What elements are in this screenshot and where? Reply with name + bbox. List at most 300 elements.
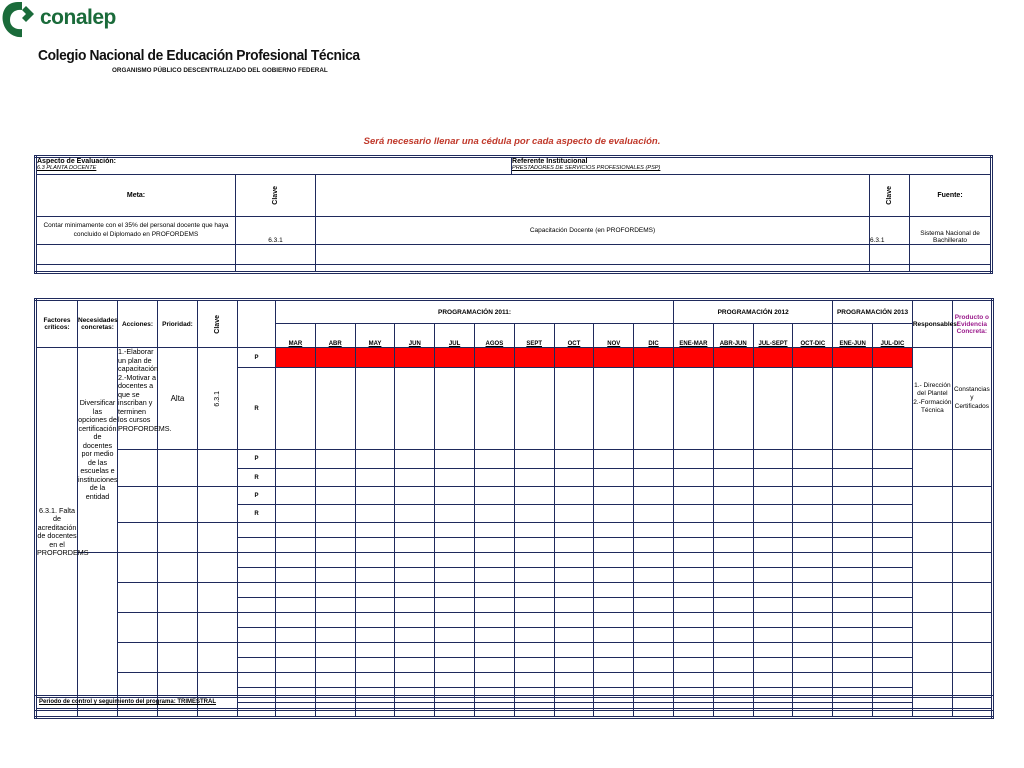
- schedule-cell: [435, 658, 475, 673]
- month-header: DIC: [634, 324, 674, 348]
- necesidades-header: Necesidades concretas:: [78, 300, 118, 348]
- blank-cell: [36, 245, 236, 265]
- schedule-cell: [315, 368, 355, 450]
- schedule-cell: [873, 583, 913, 598]
- schedule-cell: [355, 487, 395, 505]
- blank-cell: [316, 245, 870, 265]
- factor-text: 6.3.1. Falta de acreditación de docentes en el PROFORDEMS: [36, 348, 78, 718]
- logo-wordmark: conalep: [40, 6, 116, 29]
- schedule-cell: [793, 628, 833, 643]
- schedule-cell: [674, 598, 714, 613]
- schedule-cell: [238, 643, 276, 658]
- schedule-cell: [594, 368, 634, 450]
- instruction-notice: Será necesario llenar una cédula por cada aspecto de evaluación.: [363, 136, 661, 147]
- blank-cell: [158, 613, 198, 643]
- schedule-cell: [395, 368, 435, 450]
- aspect-table: [34, 155, 993, 274]
- schedule-cell: [474, 523, 514, 538]
- schedule-cell: [753, 538, 793, 553]
- accion-empty: [118, 487, 158, 523]
- schedule-cell: [674, 553, 714, 568]
- schedule-cell: [753, 348, 793, 368]
- schedule-cell: [753, 673, 793, 688]
- schedule-cell: [474, 613, 514, 628]
- schedule-cell: [435, 450, 475, 469]
- schedule-cell: [315, 673, 355, 688]
- schedule-cell: [514, 553, 554, 568]
- schedule-cell: [713, 348, 753, 368]
- schedule-cell: [238, 583, 276, 598]
- schedule-cell: [873, 450, 913, 469]
- clave-header: Clave: [198, 300, 238, 348]
- aspecto-label: Aspecto de Evaluación:: [37, 158, 116, 165]
- schedule-cell: [276, 523, 316, 538]
- schedule-cell: [674, 487, 714, 505]
- month-header: JUN: [395, 324, 435, 348]
- schedule-cell: [634, 523, 674, 538]
- schedule-cell: [355, 450, 395, 469]
- blank-cell: [118, 613, 158, 643]
- meta-label: Meta:: [36, 175, 236, 217]
- fuente-label: Fuente:: [910, 175, 992, 217]
- schedule-cell: [474, 568, 514, 583]
- schedule-cell: [435, 553, 475, 568]
- factores-header: Factores críticos:: [36, 300, 78, 348]
- blank-cell: [118, 553, 158, 583]
- referente-label: Referente Institucional: [512, 158, 588, 165]
- schedule-cell: [873, 643, 913, 658]
- schedule-cell: [873, 673, 913, 688]
- blank-cell: [118, 583, 158, 613]
- schedule-cell: [474, 628, 514, 643]
- schedule-cell: [355, 598, 395, 613]
- schedule-cell: [435, 469, 475, 487]
- schedule-cell: [793, 487, 833, 505]
- prioridad-empty: [158, 487, 198, 523]
- blank-cell: [236, 245, 316, 265]
- schedule-cell: [634, 598, 674, 613]
- blank-cell: [198, 583, 238, 613]
- schedule-cell: [833, 658, 873, 673]
- schedule-cell: [514, 613, 554, 628]
- schedule-cell: [554, 598, 594, 613]
- schedule-cell: [554, 628, 594, 643]
- schedule-cell: [514, 673, 554, 688]
- blank-cell: [118, 523, 158, 553]
- schedule-cell: [713, 583, 753, 598]
- schedule-cell: [873, 598, 913, 613]
- schedule-cell: [634, 643, 674, 658]
- schedule-cell: [554, 450, 594, 469]
- meta-text: Contar minimamente con el 35% del personal docente que haya concluido el Diplomado en PROFORDEMS: [36, 217, 236, 245]
- blank-cell: [912, 643, 952, 673]
- schedule-cell: [873, 469, 913, 487]
- schedule-cell: [594, 628, 634, 643]
- schedule-cell: [674, 673, 714, 688]
- blank-cell: [118, 643, 158, 673]
- referente-text: Capacitación Docente (en PROFORDEMS): [316, 217, 870, 245]
- schedule-cell: [594, 469, 634, 487]
- schedule-cell: [753, 598, 793, 613]
- schedule-cell: [873, 505, 913, 523]
- schedule-cell: [713, 658, 753, 673]
- schedule-cell: [674, 643, 714, 658]
- schedule-cell: [833, 368, 873, 450]
- schedule-cell: [634, 487, 674, 505]
- resp-empty: [912, 450, 952, 487]
- referente-clave: 6.3.1: [870, 217, 910, 245]
- schedule-cell: [833, 538, 873, 553]
- schedule-cell: [793, 523, 833, 538]
- schedule-cell: [554, 505, 594, 523]
- schedule-cell: [833, 469, 873, 487]
- referente-blank: [316, 175, 870, 217]
- blank-cell: [912, 613, 952, 643]
- schedule-cell: [713, 538, 753, 553]
- month-header: JUL-DIC: [873, 324, 913, 348]
- schedule-cell: [474, 658, 514, 673]
- schedule-cell: [276, 613, 316, 628]
- schedule-cell: [554, 553, 594, 568]
- conalep-logo-icon: [0, 0, 36, 40]
- schedule-cell: [514, 487, 554, 505]
- schedule-cell: [395, 450, 435, 469]
- schedule-cell: [315, 523, 355, 538]
- schedule-cell: [315, 450, 355, 469]
- schedule-cell: [395, 628, 435, 643]
- schedule-cell: [276, 583, 316, 598]
- schedule-cell: [793, 469, 833, 487]
- schedule-cell: [594, 553, 634, 568]
- month-header: MAR: [276, 324, 316, 348]
- schedule-cell: [474, 368, 514, 450]
- schedule-cell: [793, 450, 833, 469]
- prog-2013-header: PROGRAMACIÓN 2013: [833, 300, 913, 324]
- month-header: ENE-MAR: [674, 324, 714, 348]
- schedule-cell: [514, 505, 554, 523]
- schedule-cell: [474, 583, 514, 598]
- schedule-cell: [474, 553, 514, 568]
- schedule-cell: [753, 628, 793, 643]
- schedule-cell: [674, 628, 714, 643]
- schedule-cell: [435, 598, 475, 613]
- r-label: R: [238, 505, 276, 523]
- schedule-cell: [594, 583, 634, 598]
- blank-cell: [952, 643, 992, 673]
- schedule-cell: [514, 348, 554, 368]
- schedule-cell: [355, 673, 395, 688]
- schedule-cell: [753, 487, 793, 505]
- schedule-cell: [435, 538, 475, 553]
- accion-text: 1.-Elaborar un plan de capacitación 2.-Motivar a docentes a que se inscriban y terminen los cursos PROFORDEMS.: [118, 348, 158, 450]
- clave-header-1: Clave: [236, 175, 316, 217]
- schedule-cell: [514, 583, 554, 598]
- schedule-cell: [435, 613, 475, 628]
- schedule-cell: [238, 628, 276, 643]
- schedule-cell: [634, 583, 674, 598]
- schedule-cell: [554, 487, 594, 505]
- p-label: P: [238, 450, 276, 469]
- schedule-cell: [355, 658, 395, 673]
- schedule-cell: [554, 643, 594, 658]
- schedule-cell: [315, 505, 355, 523]
- schedule-cell: [594, 568, 634, 583]
- schedule-cell: [238, 613, 276, 628]
- schedule-cell: [355, 628, 395, 643]
- responsables-header: Responsables:: [912, 300, 952, 348]
- schedule-cell: [315, 469, 355, 487]
- schedule-cell: [674, 583, 714, 598]
- schedule-cell: [435, 487, 475, 505]
- blank-cell: [198, 523, 238, 553]
- blank-cell: [198, 553, 238, 583]
- schedule-cell: [713, 568, 753, 583]
- schedule-cell: [674, 613, 714, 628]
- schedule-cell: [395, 523, 435, 538]
- month-header: ENE-JUN: [833, 324, 873, 348]
- schedule-cell: [554, 523, 594, 538]
- resp-empty: [912, 487, 952, 523]
- schedule-cell: [315, 487, 355, 505]
- schedule-cell: [634, 658, 674, 673]
- p-label: P: [238, 487, 276, 505]
- schedule-cell: [435, 523, 475, 538]
- schedule-cell: [514, 568, 554, 583]
- schedule-cell: [674, 450, 714, 469]
- schedule-cell: [554, 613, 594, 628]
- org-name: Colegio Nacional de Educación Profesional Técnica: [38, 47, 360, 64]
- month-header: OCT: [554, 324, 594, 348]
- schedule-cell: [793, 348, 833, 368]
- schedule-cell: [873, 487, 913, 505]
- schedule-cell: [594, 348, 634, 368]
- blank-cell: [316, 265, 870, 273]
- schedule-cell: [395, 568, 435, 583]
- month-header: AGOS: [474, 324, 514, 348]
- schedule-cell: [753, 368, 793, 450]
- schedule-cell: [833, 487, 873, 505]
- blank-cell: [158, 583, 198, 613]
- schedule-cell: [594, 598, 634, 613]
- schedule-cell: [793, 643, 833, 658]
- meta-clave: 6.3.1: [236, 217, 316, 245]
- schedule-cell: [355, 469, 395, 487]
- schedule-cell: [594, 487, 634, 505]
- schedule-cell: [238, 523, 276, 538]
- schedule-cell: [395, 583, 435, 598]
- schedule-cell: [435, 643, 475, 658]
- schedule-cell: [833, 348, 873, 368]
- schedule-cell: [276, 450, 316, 469]
- referente-value: PRESTADORES DE SERVICIOS PROFESIONALES (PSP): [512, 165, 661, 171]
- blank-cell: [952, 553, 992, 583]
- month-header: MAY: [355, 324, 395, 348]
- schedule-cell: [514, 450, 554, 469]
- schedule-cell: [833, 523, 873, 538]
- schedule-cell: [634, 553, 674, 568]
- schedule-cell: [713, 598, 753, 613]
- schedule-cell: [355, 505, 395, 523]
- blank-cell: [910, 245, 992, 265]
- schedule-cell: [674, 368, 714, 450]
- schedule-cell: [355, 613, 395, 628]
- schedule-cell: [833, 673, 873, 688]
- schedule-cell: [315, 613, 355, 628]
- blank-cell: [912, 523, 952, 553]
- blank-cell: [870, 265, 910, 273]
- schedule-cell: [674, 523, 714, 538]
- schedule-cell: [355, 568, 395, 583]
- schedule-cell: [395, 469, 435, 487]
- schedule-cell: [355, 368, 395, 450]
- prod-empty: [952, 487, 992, 523]
- schedule-cell: [833, 505, 873, 523]
- schedule-cell: [276, 368, 316, 450]
- blank-cell: [158, 553, 198, 583]
- schedule-cell: [474, 487, 514, 505]
- schedule-cell: [554, 469, 594, 487]
- schedule-cell: [753, 553, 793, 568]
- schedule-cell: [276, 505, 316, 523]
- schedule-cell: [276, 673, 316, 688]
- month-header: ABR-JUN: [713, 324, 753, 348]
- month-header: JUL-SEPT: [753, 324, 793, 348]
- schedule-cell: [554, 673, 594, 688]
- schedule-cell: [713, 643, 753, 658]
- r-label: R: [238, 469, 276, 487]
- schedule-cell: [276, 538, 316, 553]
- schedule-cell: [395, 598, 435, 613]
- schedule-cell: [514, 469, 554, 487]
- pr-header: [238, 300, 276, 348]
- schedule-cell: [713, 505, 753, 523]
- schedule-cell: [276, 628, 316, 643]
- schedule-cell: [514, 523, 554, 538]
- schedule-cell: [833, 568, 873, 583]
- schedule-cell: [315, 583, 355, 598]
- schedule-cell: [514, 628, 554, 643]
- schedule-cell: [833, 450, 873, 469]
- schedule-cell: [435, 368, 475, 450]
- org-subtitle: ORGANISMO PÚBLICO DESCENTRALIZADO DEL GOBIERNO FEDERAL: [112, 67, 328, 74]
- schedule-cell: [674, 538, 714, 553]
- schedule-cell: [395, 487, 435, 505]
- schedule-cell: [833, 598, 873, 613]
- schedule-cell: [833, 628, 873, 643]
- schedule-cell: [594, 505, 634, 523]
- schedule-cell: [833, 583, 873, 598]
- schedule-cell: [634, 348, 674, 368]
- schedule-cell: [315, 348, 355, 368]
- schedule-cell: [793, 505, 833, 523]
- schedule-cell: [315, 643, 355, 658]
- fuente-text: Sistema Nacional de Bachillerato: [910, 217, 992, 245]
- programming-table: [34, 298, 994, 719]
- schedule-cell: [395, 538, 435, 553]
- schedule-cell: [514, 368, 554, 450]
- schedule-cell: [753, 568, 793, 583]
- blank-cell: [870, 245, 910, 265]
- schedule-cell: [594, 643, 634, 658]
- schedule-cell: [634, 673, 674, 688]
- blank-cell: [912, 553, 952, 583]
- schedule-cell: [833, 553, 873, 568]
- schedule-cell: [674, 658, 714, 673]
- control-period-footer: Periodo de control y seguimiento del programa: TRIMESTRAL: [34, 695, 994, 711]
- schedule-cell: [554, 348, 594, 368]
- schedule-cell: [554, 368, 594, 450]
- schedule-cell: [634, 505, 674, 523]
- blank-cell: [78, 553, 118, 718]
- schedule-cell: [315, 658, 355, 673]
- producto-text: Constancias y Certificados: [952, 348, 992, 450]
- schedule-cell: [395, 613, 435, 628]
- schedule-cell: [474, 673, 514, 688]
- month-header: NOV: [594, 324, 634, 348]
- schedule-cell: [873, 538, 913, 553]
- schedule-cell: [713, 523, 753, 538]
- blank-cell: [158, 643, 198, 673]
- schedule-cell: [793, 553, 833, 568]
- schedule-cell: [435, 568, 475, 583]
- schedule-cell: [554, 583, 594, 598]
- schedule-cell: [634, 368, 674, 450]
- p-label: P: [238, 348, 276, 368]
- schedule-cell: [435, 628, 475, 643]
- schedule-cell: [315, 538, 355, 553]
- schedule-cell: [474, 538, 514, 553]
- schedule-cell: [793, 598, 833, 613]
- blank-cell: [158, 523, 198, 553]
- schedule-cell: [594, 523, 634, 538]
- schedule-cell: [395, 658, 435, 673]
- prioridad-empty: [158, 450, 198, 487]
- r-label: R: [238, 368, 276, 450]
- schedule-cell: [793, 583, 833, 598]
- schedule-cell: [474, 505, 514, 523]
- schedule-cell: [873, 553, 913, 568]
- schedule-cell: [873, 568, 913, 583]
- schedule-cell: [276, 487, 316, 505]
- schedule-cell: [753, 643, 793, 658]
- schedule-cell: [753, 505, 793, 523]
- schedule-cell: [355, 538, 395, 553]
- schedule-cell: [238, 598, 276, 613]
- prioridad-header: Prioridad:: [158, 300, 198, 348]
- schedule-cell: [435, 673, 475, 688]
- referente-cell: [512, 157, 992, 175]
- month-header: SEPT: [514, 324, 554, 348]
- schedule-cell: [395, 673, 435, 688]
- schedule-cell: [793, 568, 833, 583]
- schedule-cell: [514, 658, 554, 673]
- schedule-cell: [554, 568, 594, 583]
- schedule-cell: [594, 538, 634, 553]
- prod-empty: [952, 450, 992, 487]
- schedule-cell: [713, 553, 753, 568]
- schedule-cell: [238, 568, 276, 583]
- schedule-cell: [833, 643, 873, 658]
- schedule-cell: [514, 598, 554, 613]
- schedule-cell: [276, 598, 316, 613]
- blank-cell: [236, 265, 316, 273]
- blank-cell: [952, 523, 992, 553]
- schedule-cell: [514, 538, 554, 553]
- schedule-cell: [514, 643, 554, 658]
- schedule-cell: [276, 568, 316, 583]
- blank-cell: [198, 613, 238, 643]
- schedule-cell: [594, 658, 634, 673]
